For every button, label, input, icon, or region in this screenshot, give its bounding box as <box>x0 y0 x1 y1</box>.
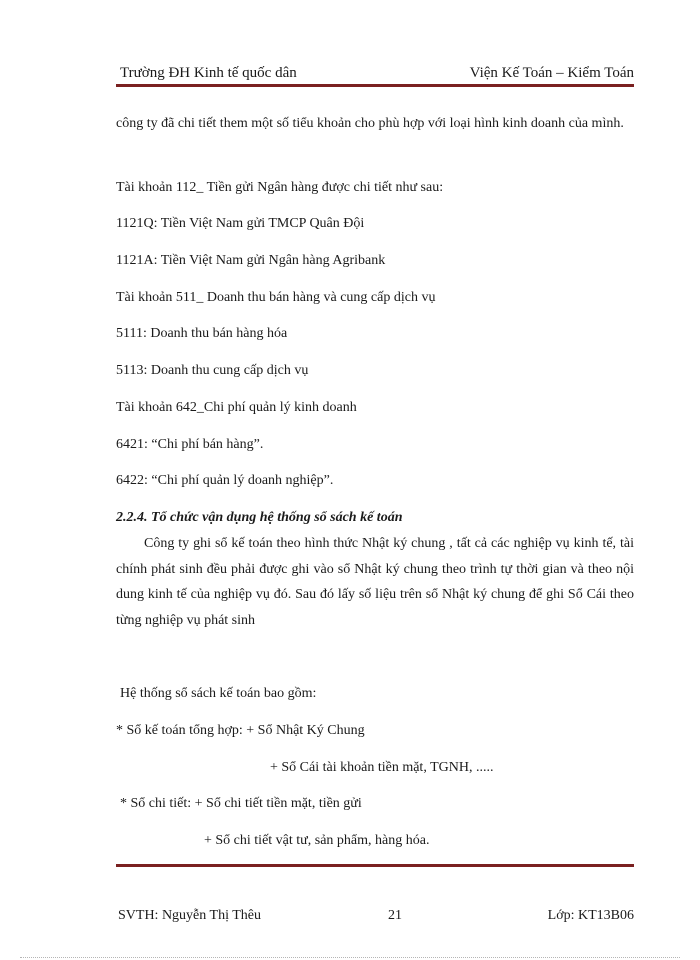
account-112-line: Tài khoản 112_ Tiền gửi Ngân hàng được chi tiết như sau: <box>116 180 444 195</box>
header-university: Trường ĐH Kinh tế quốc dân <box>120 65 297 81</box>
detail-books-line: * Sổ chi tiết: + Sổ chi tiết tiền mặt, tiền gửi <box>120 796 362 811</box>
header-institute: Viện Kế Toán – Kiểm Toán <box>469 65 634 81</box>
page-number: 21 <box>388 908 402 923</box>
footer-rule <box>116 864 634 867</box>
intro-paragraph: công ty đã chi tiết them một số tiểu khoản cho phù hợp với loại hình kinh doanh của mình. <box>116 116 624 131</box>
account-511-line: Tài khoản 511_ Doanh thu bán hàng và cung cấp dịch vụ <box>116 290 436 305</box>
books-intro: Hệ thống sổ sách kế toán bao gồm: <box>120 686 317 701</box>
account-5113-line: 5113: Doanh thu cung cấp dịch vụ <box>116 363 309 378</box>
general-books-line: * Sổ kế toán tổng hợp: + Sổ Nhật Ký Chung <box>116 723 365 738</box>
section-paragraph: Công ty ghi sổ kế toán theo hình thức Nhật ký chung , tất cả các nghiệp vụ kinh tế, tài chính phát sinh đều phải được ghi vào sổ Nhật ký chung theo trình tự thời gian và theo nội dung kinh tế của nghiệp vụ đó. Sau đó lấy số liệu trên sổ Nhật ký chung để ghi Sổ Cái theo từng nghiệp vụ phát sinh <box>116 536 634 628</box>
account-1121a-line: 1121A: Tiền Việt Nam gửi Ngân hàng Agribank <box>116 253 386 268</box>
general-books-continuation: + Sổ Cái tài khoản tiền mặt, TGNH, ..... <box>270 760 494 775</box>
footer-class: Lớp: KT13B06 <box>547 908 634 923</box>
detail-books-continuation: + Sổ chi tiết vật tư, sản phẩm, hàng hóa. <box>204 833 430 848</box>
account-1121q-line: 1121Q: Tiền Việt Nam gửi TMCP Quân Đội <box>116 216 365 231</box>
header-rule <box>116 84 634 87</box>
account-6422-line: 6422: “Chi phí quản lý doanh nghiệp”. <box>116 473 334 488</box>
section-heading: 2.2.4. Tổ chức vận dụng hệ thống sổ sách kế toán <box>116 510 403 525</box>
page-boundary-dotted-line <box>20 957 680 958</box>
account-5111-line: 5111: Doanh thu bán hàng hóa <box>116 326 288 341</box>
footer-student: SVTH: Nguyễn Thị Thêu <box>118 908 261 923</box>
account-642-line: Tài khoản 642_Chi phí quản lý kinh doanh <box>116 400 357 415</box>
account-6421-line: 6421: “Chi phí bán hàng”. <box>116 437 264 452</box>
